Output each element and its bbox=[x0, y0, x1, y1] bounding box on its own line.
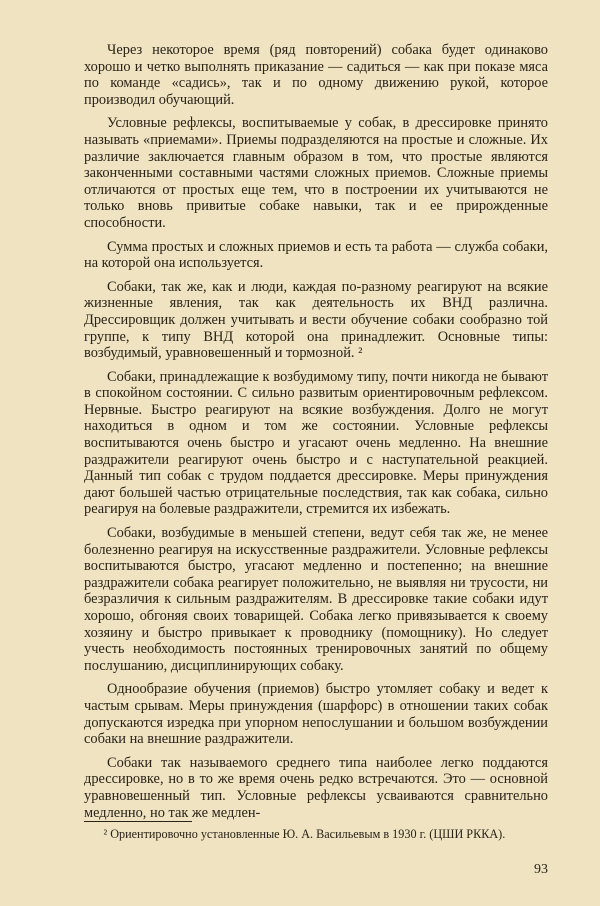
paragraph-3: Сумма простых и сложных приемов и есть та работа — служба собаки, на которой она используется. bbox=[84, 238, 548, 272]
paragraph-5: Собаки, принадлежащие к возбудимому типу, почти никогда не бывают в спокойном состоянии. С сильно развитым ориентировочным рефлексом. Нервные. Быстро реагируют на всякие возбуждения. Долго не могут находиться в одном и том же состоянии. Условные рефлексы воспитываются очень быстро и угасают очень медленно. На внешние раздражители реагируют очень быстро и с наступательной реакцией. Данный тип собак с трудом поддается дрессировке. Меры принуждения дают большей частью отрицательные последствия, так как собака, сильно реагируя на болевые раздражители, стремится их избежать. bbox=[84, 368, 548, 518]
paragraph-2: Условные рефлексы, воспитываемые у собак, в дрессировке принято называть «приемами». Приемы подразделяются на простые и сложные. Их различие заключается главным образом в том, что простые являются законченными составными частями сложных приемов. Сложные приемы отличаются от простых еще тем, что в построении их учитываются не только вновь привитые собаке навыки, так и ее прирожденные способности. bbox=[84, 115, 548, 231]
footnote: ² Ориентировочно установленные Ю. А. Васильевым в 1930 г. (ЦШИ РККА). bbox=[103, 827, 506, 841]
paragraph-7: Однообразие обучения (приемов) быстро утомляет собаку и ведет к частым срывам. Меры принуждения (шарфорс) в отношении таких собак допускаются изредка при упорном непослушании и большом возбуждении собаки на внешние раздражители. bbox=[84, 681, 548, 748]
footnote-divider bbox=[84, 821, 192, 822]
paragraph-1: Через некоторое время (ряд повторений) собака будет одинаково хорошо и четко выполнять приказание — садиться — как при показе мяса по команде «садись», так и по одному движению рукой, которое производил обучающий. bbox=[84, 42, 548, 108]
paragraph-4: Собаки, так же, как и люди, каждая по-разному реагируют на всякие жизненные явления, так как деятельность их ВНД различна. Дрессировщик должен учитывать и вести обучение собаки сообразно той группе, к типу ВНД которой она принадлежит. Основные типы: возбудимый, уравновешенный и тормозной. ² bbox=[84, 278, 548, 362]
paragraph-8: Собаки так называемого среднего типа наиболее легко поддаются дрессировке, но в то же время очень редко встречаются. Это — основной уравновешенный тип. Условные рефлексы усваиваются сравнительно медленно, но так же медлен- bbox=[84, 754, 548, 821]
paragraph-6: Собаки, возбудимые в меньшей степени, ведут себя так же, не менее болезненно реагируя на искусственные раздражители. Условные рефлексы воспитываются быстро, угасают медленно и постепенно; на внешние раздражители собака реагирует положительно, не выявляя ни трусости, ни безразличия к сильным раздражителям. В дрессировке такие собаки идут хорошо, обгоняя своих товарищей. Собака легко привязывается к своему хозяину и быстро привыкает к проводнику (помощнику). Но следует учесть необходимость постоянных тренировочных занятий по общему послушанию, дисциплинирующих собаку. bbox=[84, 525, 548, 674]
page-number: 93 bbox=[534, 862, 548, 877]
